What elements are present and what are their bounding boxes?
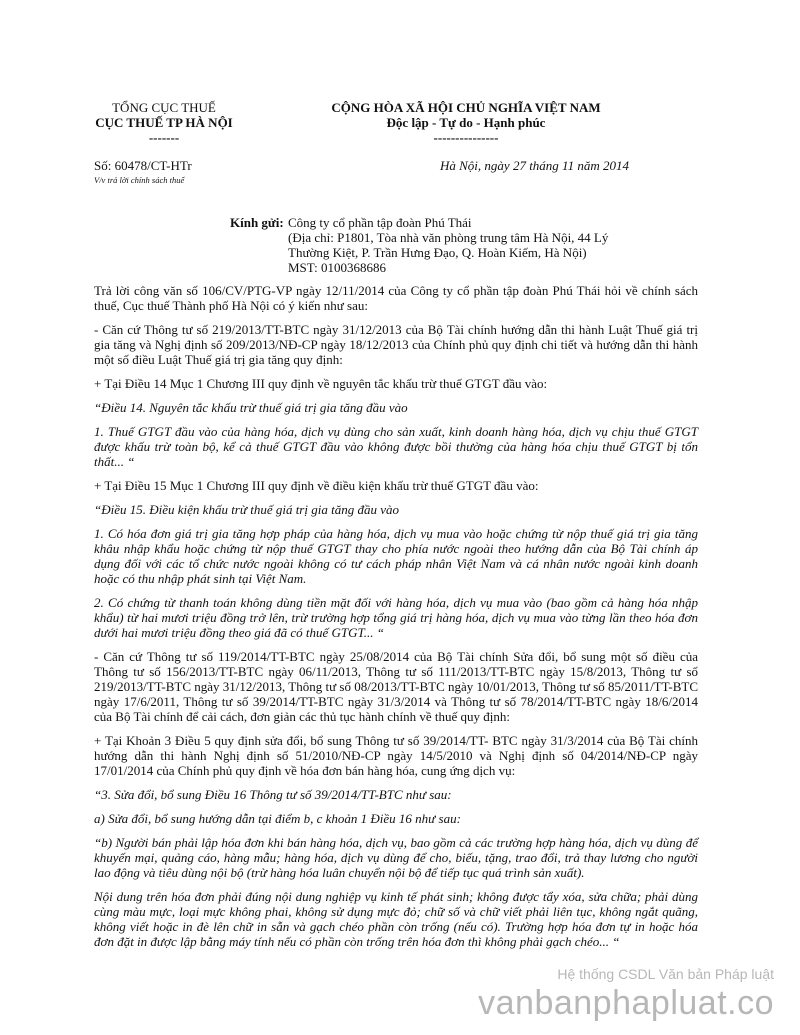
body-paragraph: + Tại Khoản 3 Điều 5 quy định sửa đổi, bổ sung Thông tư số 39/2014/TT- BTC ngày 31/3/2014 của Bộ Tài chính hướng dẫn thi hành Nghị định số 51/2010/NĐ-CP ngày 14/5/2010 và Nghị định số 04/2014/NĐ-CP ngày 17/01/2014 của Chính phủ quy định về hóa đơn bán hàng hóa, cung ứng dịch vụ:: [94, 733, 698, 778]
watermark-caption: Hệ thống CSDL Văn bản Pháp luật: [557, 966, 774, 982]
agency-name: TỔNG CỤC THUẾ: [112, 100, 216, 115]
quoted-paragraph: 1. Thuế GTGT đầu vào của hàng hóa, dịch vụ dùng cho sản xuất, kinh doanh hàng hóa, dịch vụ chịu thuế GTGT được khấu trừ toàn bộ, kể cả thuế GTGT đầu vào không được bồi thường của hàng hóa chịu thuế GTGT bị tổn thất... “: [94, 424, 698, 469]
issuing-agency-block: [94, 100, 234, 145]
letter-body: [94, 283, 698, 958]
body-paragraph: - Căn cứ Thông tư số 119/2014/TT-BTC ngày 25/08/2014 của Bộ Tài chính Sửa đổi, bổ sung một số điều của Thông tư số 156/2013/TT-BTC ngày 06/11/2013, Thông tư số 111/2013/TT-BTC ngày 15/8/2013, Thông tư số 219/2013/TT-BTC ngày 31/12/2013, Thông tư số 08/2013/TT-BTC ngày 10/01/2013, Thông tư số 85/2011/TT-BTC ngày 17/6/2011, Thông tư số 39/2014/TT-BTC ngày 31/3/2014 và Thông tư số 78/2014/TT-BTC ngày 18/6/2014 của Bộ Tài chính để cải cách, đơn giản các thủ tục hành chính về thuế quy định:: [94, 649, 698, 724]
recipient-block: [230, 215, 630, 275]
body-paragraph: + Tại Điều 15 Mục 1 Chương III quy định về điều kiện khấu trừ thuế GTGT đầu vào:: [94, 478, 539, 493]
national-title-block: [316, 100, 616, 145]
left-divider: -------: [148, 130, 180, 145]
quoted-paragraph: Nội dung trên hóa đơn phải đúng nội dung nghiệp vụ kinh tế phát sinh; không được tẩy xóa, sửa chữa; phải dùng cùng màu mực, loại mực không phai, không sử dụng mực đỏ; chữ số và chữ viết phải liên tục, không ngắt quãng, không viết hoặc in đè lên chữ in sẵn và gạch chéo phần còn trống (nếu có). Trường hợp hóa đơn tự in hoặc hóa đơn đặt in được lập bằng máy tính nếu có phần còn trống trên hóa đơn thì không phải gạch chéo... “: [94, 889, 698, 949]
recipient-line: Thường Kiệt, P. Trần Hưng Đạo, Q. Hoàn Kiếm, Hà Nội): [288, 245, 587, 260]
recipient-line: Công ty cổ phần tập đoàn Phú Thái: [288, 215, 472, 230]
body-paragraph: - Căn cứ Thông tư số 219/2013/TT-BTC ngày 31/12/2013 của Bộ Tài chính hướng dẫn thi hành Luật Thuế giá trị gia tăng và Nghị định số 209/2013/NĐ-CP ngày 18/12/2013 của Chính phủ quy định chi tiết và hướng dẫn thi hành một số điều Luật Thuế giá trị gia tăng quy định:: [94, 322, 698, 367]
quoted-paragraph: 2. Có chứng từ thanh toán không dùng tiền mặt đối với hàng hóa, dịch vụ mua vào (bao gồm cả hàng hóa nhập khẩu) từ hai mươi triệu đồng trở lên, trừ trường hợp tổng giá trị hàng hóa, dịch vụ mua vào từng lần theo hóa đơn dưới hai mươi triệu đồng theo giá đã có thuế GTGT... “: [94, 595, 698, 640]
right-divider: ---------------: [433, 130, 499, 145]
quoted-paragraph: “Điều 15. Điều kiện khấu trừ thuế giá trị gia tăng đầu vào: [94, 502, 399, 517]
document-number: Số: 60478/CT-HTr: [94, 158, 192, 173]
national-motto: Độc lập - Tự do - Hạnh phúc: [386, 115, 546, 130]
department-name: CỤC THUẾ TP HÀ NỘI: [95, 115, 233, 130]
country-name: CỘNG HÒA XÃ HỘI CHỦ NGHĨA VIỆT NAM: [331, 100, 601, 115]
quoted-paragraph: “b) Người bán phải lập hóa đơn khi bán hàng hóa, dịch vụ, bao gồm cả các trường hợp hàng hóa, dịch vụ dùng để khuyến mại, quảng cáo, hàng mẫu; hàng hóa, dịch vụ dùng để cho, biếu, tặng, trao đổi, trả thay lương cho người lao động và tiêu dùng nội bộ (trừ hàng hóa luân chuyển nội bộ để tiếp tục quá trình sản xuất).: [94, 835, 698, 880]
quoted-paragraph: a) Sửa đổi, bổ sung hướng dẫn tại điểm b, c khoản 1 Điều 16 như sau:: [94, 811, 461, 826]
place-date: Hà Nội, ngày 27 tháng 11 năm 2014: [440, 158, 629, 173]
quoted-paragraph: “Điều 14. Nguyên tắc khấu trừ thuế giá trị gia tăng đầu vào: [94, 400, 408, 415]
recipient-label: Kính gửi:: [230, 215, 284, 230]
document-subject: V/v trả lời chính sách thuế: [94, 175, 185, 185]
quoted-paragraph: 1. Có hóa đơn giá trị gia tăng hợp pháp của hàng hóa, dịch vụ mua vào hoặc chứng từ nộp thuế giá trị gia tăng khâu nhập khẩu hoặc chứng từ nộp thuế GTGT thay cho phía nước ngoài theo hướng dẫn của Bộ Tài chính áp dụng đối với các tổ chức nước ngoài không có tư cách pháp nhân Việt Nam và cá nhân nước ngoài kinh doanh hoặc có thu nhập phát sinh tại Việt Nam.: [94, 526, 698, 586]
body-paragraph: + Tại Điều 14 Mục 1 Chương III quy định về nguyên tắc khấu trừ thuế GTGT đầu vào:: [94, 376, 548, 391]
document-reference: [94, 158, 192, 186]
recipient-line: (Địa chỉ: P1801, Tòa nhà văn phòng trung tâm Hà Nội, 44 Lý: [288, 230, 609, 245]
body-paragraph: Trả lời công văn số 106/CV/PTG-VP ngày 12/11/2014 của Công ty cổ phần tập đoàn Phú Thái hỏi về chính sách thuế, Cục thuế Thành phố Hà Nội có ý kiến như sau:: [94, 283, 698, 313]
recipient-line: MST: 0100368686: [288, 260, 386, 275]
watermark-site: vanbanphapluat.co: [478, 984, 774, 1022]
quoted-paragraph: “3. Sửa đổi, bổ sung Điều 16 Thông tư số 39/2014/TT-BTC như sau:: [94, 787, 452, 802]
